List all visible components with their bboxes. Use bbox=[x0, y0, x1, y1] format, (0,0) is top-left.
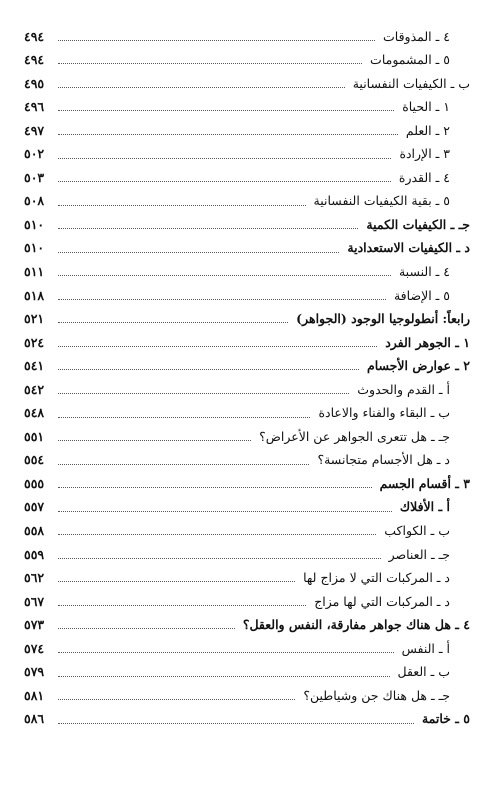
toc-entry-page-number: ٥٤٨ bbox=[24, 405, 45, 421]
toc-entry bbox=[24, 355, 470, 379]
dot-leader bbox=[58, 461, 309, 465]
dot-leader bbox=[58, 720, 414, 724]
toc-entry-page-number: ٥٤١ bbox=[24, 358, 45, 374]
dot-leader bbox=[58, 37, 375, 41]
toc-entry-page-number: ٥١١ bbox=[24, 263, 45, 279]
toc-entry-page-number: ٥١٠ bbox=[24, 216, 45, 232]
toc-entry-page-number: ٥٠٢ bbox=[24, 146, 45, 162]
toc-entry-title: ١ ـ الحياة bbox=[402, 99, 450, 115]
toc-entry bbox=[24, 402, 470, 426]
toc-entry bbox=[24, 284, 470, 308]
toc-entry-title: د ـ الكيفيات الاستعدادية bbox=[347, 240, 470, 256]
dot-leader bbox=[58, 390, 349, 394]
toc-entry-title: د ـ المركبات التي لها مزاج bbox=[314, 593, 450, 609]
dot-leader bbox=[58, 602, 306, 606]
toc-entry-title: ٤ ـ المذوقات bbox=[383, 28, 450, 44]
dot-leader bbox=[58, 366, 359, 370]
toc-entry-page-number: ٥٦٢ bbox=[24, 570, 45, 586]
dot-leader bbox=[58, 84, 345, 88]
toc-entry-title: ٣ ـ أقسام الجسم bbox=[379, 475, 470, 491]
toc-entry-page-number: ٤٩٦ bbox=[24, 99, 45, 115]
toc-entry bbox=[24, 166, 470, 190]
toc-entry bbox=[24, 260, 470, 284]
toc-entry bbox=[24, 308, 470, 332]
dot-leader bbox=[58, 272, 391, 276]
toc-entry-title: ب ـ البقاء والفناء والاعادة bbox=[318, 405, 450, 421]
dot-leader bbox=[58, 508, 392, 512]
toc-entry bbox=[24, 684, 470, 708]
dot-leader bbox=[58, 178, 391, 182]
toc-entry bbox=[24, 72, 470, 96]
dot-leader bbox=[58, 437, 251, 441]
toc-entry-title: ٤ ـ هل هناك جواهر مفارقة، النفس والعقل؟ bbox=[242, 617, 470, 633]
toc-entry-page-number: ٥٧٤ bbox=[24, 640, 45, 656]
dot-leader bbox=[58, 673, 390, 677]
toc-entry-title: ٢ ـ العلم bbox=[405, 122, 450, 138]
dot-leader bbox=[58, 484, 372, 488]
table-of-contents bbox=[24, 25, 470, 731]
dot-leader bbox=[58, 319, 288, 323]
dot-leader bbox=[58, 60, 362, 64]
toc-entry-page-number: ٥٢١ bbox=[24, 311, 45, 327]
toc-entry-title: ٤ ـ القدرة bbox=[398, 169, 450, 185]
dot-leader bbox=[58, 625, 235, 629]
toc-entry bbox=[24, 590, 470, 614]
toc-entry-title: ب ـ العقل bbox=[397, 664, 450, 680]
toc-entry-page-number: ٤٩٧ bbox=[24, 122, 45, 138]
toc-entry-page-number: ٥٦٧ bbox=[24, 593, 45, 609]
toc-entry-page-number: ٥٥٤ bbox=[24, 452, 45, 468]
toc-entry-title: جـ ـ هل هناك جن وشياطين؟ bbox=[303, 687, 450, 703]
toc-entry bbox=[24, 637, 470, 661]
toc-entry-title: أ ـ الأفلاك bbox=[399, 499, 450, 515]
toc-entry-title: ٤ ـ النسبة bbox=[398, 263, 450, 279]
toc-entry-page-number: ٥٧٩ bbox=[24, 664, 45, 680]
toc-entry-title: ٥ ـ بقية الكيفيات النفسانية bbox=[313, 193, 450, 209]
dot-leader bbox=[58, 155, 391, 159]
toc-entry bbox=[24, 496, 470, 520]
toc-entry-page-number: ٥٠٨ bbox=[24, 193, 45, 209]
toc-entry-title: د ـ هل الأجسام متجانسة؟ bbox=[317, 452, 450, 468]
toc-entry bbox=[24, 237, 470, 261]
dot-leader bbox=[58, 649, 394, 653]
toc-entry bbox=[24, 190, 470, 214]
dot-leader bbox=[58, 249, 339, 253]
toc-entry-title: أ ـ القدم والحدوث bbox=[357, 381, 450, 397]
toc-entry-page-number: ٤٩٥ bbox=[24, 75, 45, 91]
toc-entry-title: جـ ـ العناصر bbox=[388, 546, 450, 562]
dot-leader bbox=[58, 296, 386, 300]
toc-entry-title: ب ـ الكواكب bbox=[384, 523, 450, 538]
dot-leader bbox=[58, 696, 295, 700]
toc-entry-page-number: ٥٤٢ bbox=[24, 381, 45, 397]
toc-entry-title: جـ ـ الكيفيات الكمية bbox=[366, 216, 470, 232]
dot-leader bbox=[58, 202, 306, 206]
toc-entry bbox=[24, 331, 470, 355]
toc-entry-page-number: ٥٥٧ bbox=[24, 499, 45, 515]
dot-leader bbox=[58, 531, 376, 535]
toc-entry bbox=[24, 543, 470, 567]
toc-entry-page-number: ٥٨١ bbox=[24, 687, 45, 703]
dot-leader bbox=[58, 107, 394, 111]
toc-entry bbox=[24, 425, 470, 449]
dot-leader bbox=[58, 414, 310, 418]
dot-leader bbox=[58, 225, 358, 229]
toc-entry bbox=[24, 567, 470, 591]
toc-entry bbox=[24, 519, 470, 543]
toc-entry-page-number: ٥٨٦ bbox=[24, 711, 45, 727]
toc-entry bbox=[24, 213, 470, 237]
toc-entry bbox=[24, 143, 470, 167]
toc-entry-page-number: ٥٥٨ bbox=[24, 523, 45, 538]
toc-entry-page-number: ٥٧٣ bbox=[24, 617, 45, 633]
toc-entry-title: أ ـ النفس bbox=[401, 640, 450, 656]
dot-leader bbox=[58, 578, 295, 582]
toc-entry-page-number: ٥٠٣ bbox=[24, 169, 45, 185]
dot-leader bbox=[58, 131, 398, 135]
toc-entry bbox=[24, 449, 470, 473]
toc-entry-page-number: ٥٢٤ bbox=[24, 334, 45, 350]
toc-entry bbox=[24, 96, 470, 120]
toc-entry-page-number: ٥٥٩ bbox=[24, 546, 45, 562]
toc-entry bbox=[24, 472, 470, 496]
toc-entry-page-number: ٥٥٥ bbox=[24, 475, 45, 491]
toc-entry-title: جـ ـ هل تتعرى الجواهر عن الأعراض؟ bbox=[259, 428, 450, 444]
toc-entry-title: رابعاً: أنطولوجيا الوجود (الجواهر) bbox=[296, 311, 470, 327]
toc-entry-page-number: ٥١٠ bbox=[24, 240, 45, 256]
toc-entry bbox=[24, 708, 470, 732]
toc-entry bbox=[24, 25, 470, 49]
dot-leader bbox=[58, 343, 377, 347]
toc-entry-title: ٥ ـ خاتمة bbox=[421, 711, 470, 727]
toc-entry-title: ٥ ـ المشمومات bbox=[370, 52, 450, 68]
toc-entry bbox=[24, 49, 470, 73]
toc-entry-title: د ـ المركبات التي لا مزاج لها bbox=[303, 570, 450, 586]
toc-entry-title: ٣ ـ الإرادة bbox=[399, 146, 450, 162]
dot-leader bbox=[58, 555, 381, 559]
toc-entry-page-number: ٥٥١ bbox=[24, 428, 45, 444]
toc-entry-page-number: ٤٩٤ bbox=[24, 52, 45, 68]
toc-entry bbox=[24, 119, 470, 143]
toc-entry bbox=[24, 661, 470, 685]
toc-entry-page-number: ٤٩٤ bbox=[24, 28, 45, 44]
toc-entry-title: ٥ ـ الإضافة bbox=[393, 287, 450, 303]
toc-entry-title: ٢ ـ عوارض الأجسام bbox=[366, 358, 470, 374]
toc-entry-page-number: ٥١٨ bbox=[24, 287, 45, 303]
toc-entry-title: ١ ـ الجوهر الفرد bbox=[385, 334, 470, 350]
toc-entry bbox=[24, 378, 470, 402]
toc-entry-title: ب ـ الكيفيات النفسانية bbox=[352, 75, 470, 91]
toc-entry bbox=[24, 614, 470, 638]
